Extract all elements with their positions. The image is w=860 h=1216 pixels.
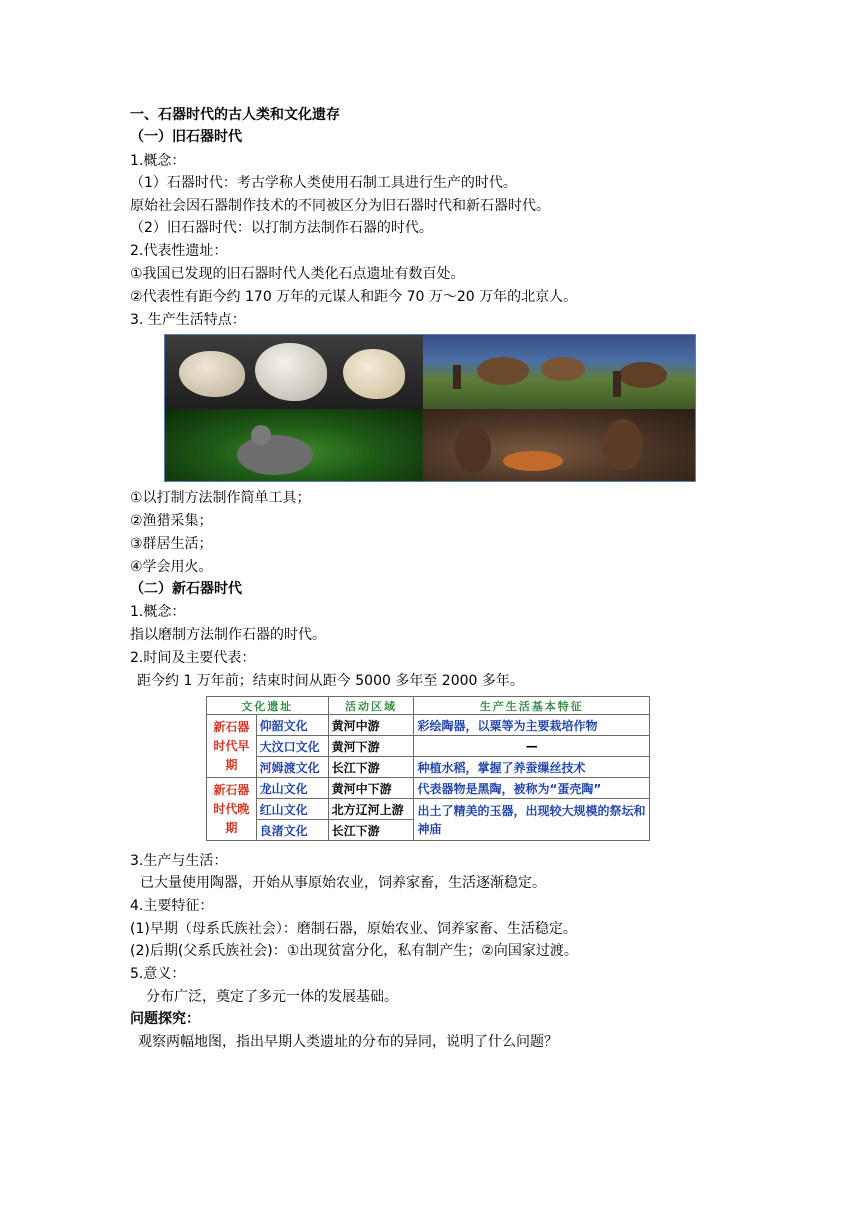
paleolithic-image-collage xyxy=(164,334,696,482)
inquiry-question: 观察两幅地图，指出早期人类遗址的分布的异同，说明了什么问题？ xyxy=(138,1034,558,1050)
neo-time-text: 距今约 1 万年前；结束时间从距今 5000 多年至 2000 多年。 xyxy=(137,673,524,689)
header-feature: 生产生活基本特征 xyxy=(414,697,650,715)
neo-concept-text: 指以磨制方法制作石器的时代。 xyxy=(130,627,326,643)
subsection-title-paleolithic: （一）旧石器时代 xyxy=(130,129,242,145)
feature-cell: 代表器物是黑陶，被称为“蛋壳陶” xyxy=(414,778,650,799)
table-row xyxy=(207,736,650,757)
sites-label: 2.代表性遗址： xyxy=(130,243,228,259)
site-cell: 大汶口文化 xyxy=(256,736,328,757)
region-cell: 北方辽河上游 xyxy=(328,799,414,820)
region-cell: 长江下游 xyxy=(328,757,414,778)
feature-line-1: ①以打制方法制作简单工具； xyxy=(130,490,311,506)
site-cell: 河姆渡文化 xyxy=(256,757,328,778)
region-cell: 长江下游 xyxy=(328,820,414,841)
neo-trait-1: (1)早期（母系氏族社会）：磨制石器，原始农业、饲养家畜、生活稳定。 xyxy=(130,921,577,937)
feature-cell: 出土了精美的玉器，出现较大规模的祭坛和神庙 xyxy=(414,799,650,841)
section-heading: 一、石器时代的古人类和文化遗存 xyxy=(130,107,340,123)
stone-tools-image xyxy=(165,335,423,409)
site-cell: 红山文化 xyxy=(256,799,328,820)
period-late: 新石器时代晚期 xyxy=(207,778,257,841)
neo-life-text: 已大量使用陶器，开始从事原始农业，饲养家畜，生活逐渐稳定。 xyxy=(140,875,546,891)
feature-cell: 种植水稻，掌握了养蚕缫丝技术 xyxy=(414,757,650,778)
subsection-title-neolithic: （二）新石器时代 xyxy=(130,581,242,597)
cave-sculpture-image xyxy=(165,409,423,481)
neo-trait-2: (2)后期(父系氏族社会)：①出现贫富分化，私有制产生；②向国家过渡。 xyxy=(130,943,578,959)
feature-cell: 彩绘陶器，以粟等为主要栽培作物 xyxy=(414,715,650,736)
feature-line-2: ②渔猎采集； xyxy=(130,513,213,529)
concept-line-2: 原始社会因石器制作技术的不同被区分为旧石器时代和新石器时代。 xyxy=(130,198,550,214)
feature-line-4: ④学会用火。 xyxy=(130,559,213,575)
feature-cell: — xyxy=(414,736,650,757)
table-row xyxy=(207,757,650,778)
header-region: 活动区域 xyxy=(328,697,414,715)
life-label: 3. 生产生活特点： xyxy=(130,312,246,328)
site-cell: 良渚文化 xyxy=(256,820,328,841)
concept-line-1: （1）石器时代：考古学称人类使用石制工具进行生产的时代。 xyxy=(130,175,517,191)
site-cell: 龙山文化 xyxy=(256,778,328,799)
table-row xyxy=(207,715,650,736)
region-cell: 黄河中下游 xyxy=(328,778,414,799)
concept-label: 1.概念： xyxy=(130,153,186,169)
neo-meaning-label: 5.意义： xyxy=(130,966,186,982)
hunting-scene-image xyxy=(423,335,695,409)
concept-line-3: （2）旧石器时代：以打制方法制作石器的时代。 xyxy=(130,220,433,236)
period-early: 新石器时代早期 xyxy=(207,715,257,778)
neo-meaning-text: 分布广泛，奠定了多元一体的发展基础。 xyxy=(146,989,398,1005)
neo-life-label: 3.生产与生活： xyxy=(130,853,228,869)
fire-use-scene-image xyxy=(423,409,695,481)
table-row xyxy=(207,799,650,820)
site-cell: 仰韶文化 xyxy=(256,715,328,736)
region-cell: 黄河中游 xyxy=(328,715,414,736)
region-cell: 黄河下游 xyxy=(328,736,414,757)
table-row xyxy=(207,778,650,799)
neolithic-culture-table xyxy=(206,696,650,841)
site-line-1: ①我国已发现的旧石器时代人类化石点遗址有数百处。 xyxy=(130,266,465,282)
neo-traits-label: 4.主要特征： xyxy=(130,898,214,914)
table-header-row xyxy=(207,697,650,715)
inquiry-title: 问题探究： xyxy=(130,1011,200,1027)
neo-time-label: 2.时间及主要代表： xyxy=(130,650,256,666)
neo-concept-label: 1.概念： xyxy=(130,604,186,620)
header-site: 文化遗址 xyxy=(207,697,329,715)
feature-line-3: ③群居生活； xyxy=(130,536,213,552)
site-line-2: ②代表性有距今约 170 万年的元谋人和距今 70 万～20 万年的北京人。 xyxy=(130,289,578,305)
